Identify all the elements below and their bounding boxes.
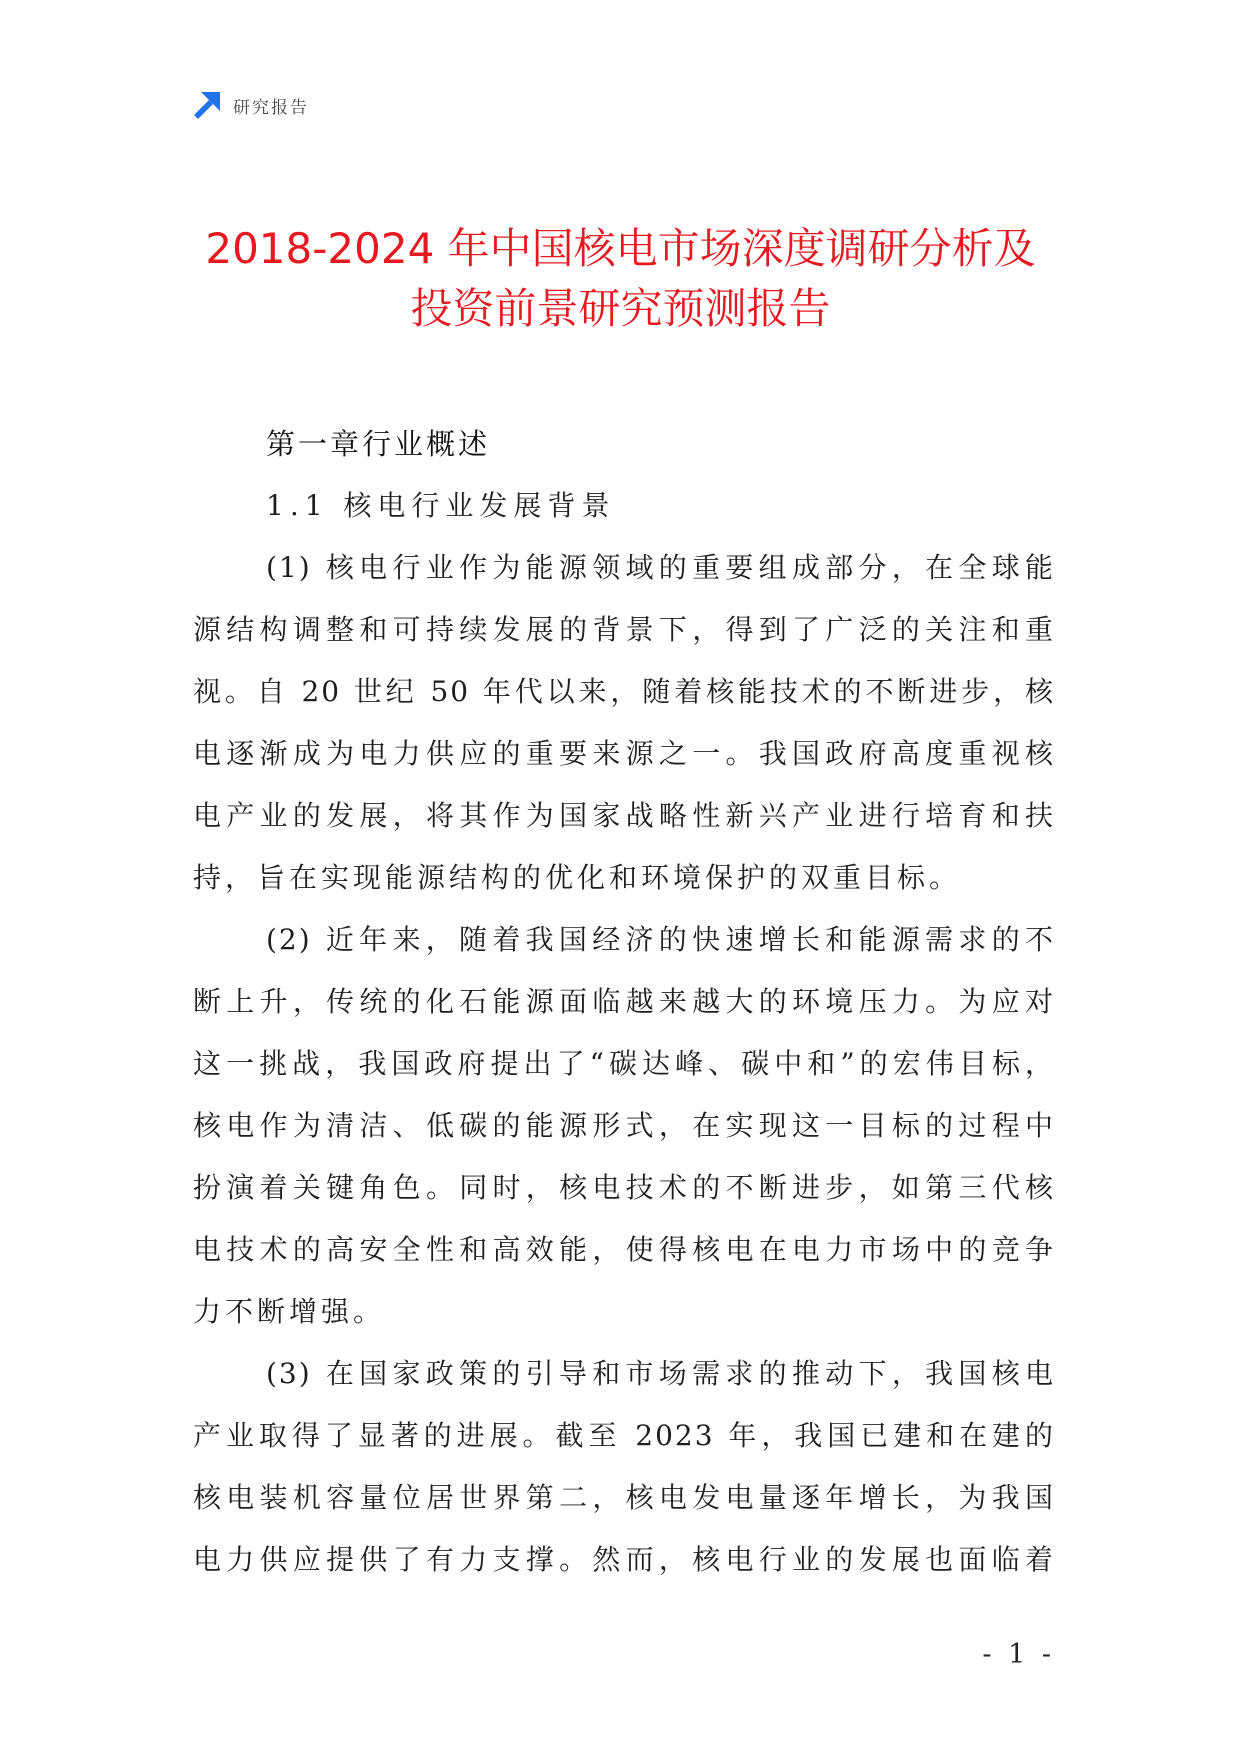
paragraph-line: 力不断增强。 xyxy=(193,1295,386,1328)
paragraph-line: 视。自 20 世纪 50 年代以来，随着核能技术的不断进步，核 xyxy=(193,675,1055,708)
paragraph-line: 电力供应提供了有力支撑。然而，核电行业的发展也面临着 xyxy=(193,1543,1055,1576)
paragraph-line: (2) 近年来，随着我国经济的快速增长和能源需求的不 xyxy=(266,923,1055,956)
paragraph-3 xyxy=(193,1343,1055,1591)
page-number: - 1 - xyxy=(982,1639,1055,1670)
report-title xyxy=(0,219,1241,339)
paragraph-line: (3) 在国家政策的引导和市场需求的推动下，我国核电 xyxy=(266,1357,1055,1390)
report-header xyxy=(193,90,309,120)
chapter-heading: 第一章行业概述 xyxy=(266,427,491,461)
section-heading: 1.1 核电行业发展背景 xyxy=(266,489,616,522)
paragraph-line: 源结构调整和可持续发展的背景下，得到了广泛的关注和重 xyxy=(193,613,1055,646)
arrow-logo-icon xyxy=(193,90,221,120)
paragraph-line: 核电装机容量位居世界第二，核电发电量逐年增长，为我国 xyxy=(193,1481,1055,1514)
paragraph-1 xyxy=(193,537,1055,909)
paragraph-line: 电技术的高安全性和高效能，使得核电在电力市场中的竞争 xyxy=(193,1233,1055,1266)
document-body xyxy=(193,413,1055,1591)
title-line: 投资前景研究预测报告 xyxy=(410,284,831,333)
paragraph-line: 扮演着关键角色。同时，核电技术的不断进步，如第三代核 xyxy=(193,1171,1055,1204)
paragraph-2 xyxy=(193,909,1055,1343)
paragraph-line: 电产业的发展，将其作为国家战略性新兴产业进行培育和扶 xyxy=(193,799,1055,832)
paragraph-line: 这一挑战，我国政府提出了“碳达峰、碳中和”的宏伟目标， xyxy=(193,1047,1055,1080)
title-line: 2018-2024 年中国核电市场深度调研分析及 xyxy=(205,224,1036,273)
paragraph-line: 核电作为清洁、低碳的能源形式，在实现这一目标的过程中 xyxy=(193,1109,1055,1142)
paragraph-line: (1) 核电行业作为能源领域的重要组成部分，在全球能 xyxy=(266,551,1055,584)
paragraph-line: 断上升，传统的化石能源面临越来越大的环境压力。为应对 xyxy=(193,985,1055,1018)
header-label: 研究报告 xyxy=(233,97,309,118)
paragraph-line: 产业取得了显著的进展。截至 2023 年，我国已建和在建的 xyxy=(193,1419,1055,1452)
paragraph-line: 电逐渐成为电力供应的重要来源之一。我国政府高度重视核 xyxy=(193,737,1055,770)
paragraph-line: 持，旨在实现能源结构的优化和环境保护的双重目标。 xyxy=(193,861,962,894)
